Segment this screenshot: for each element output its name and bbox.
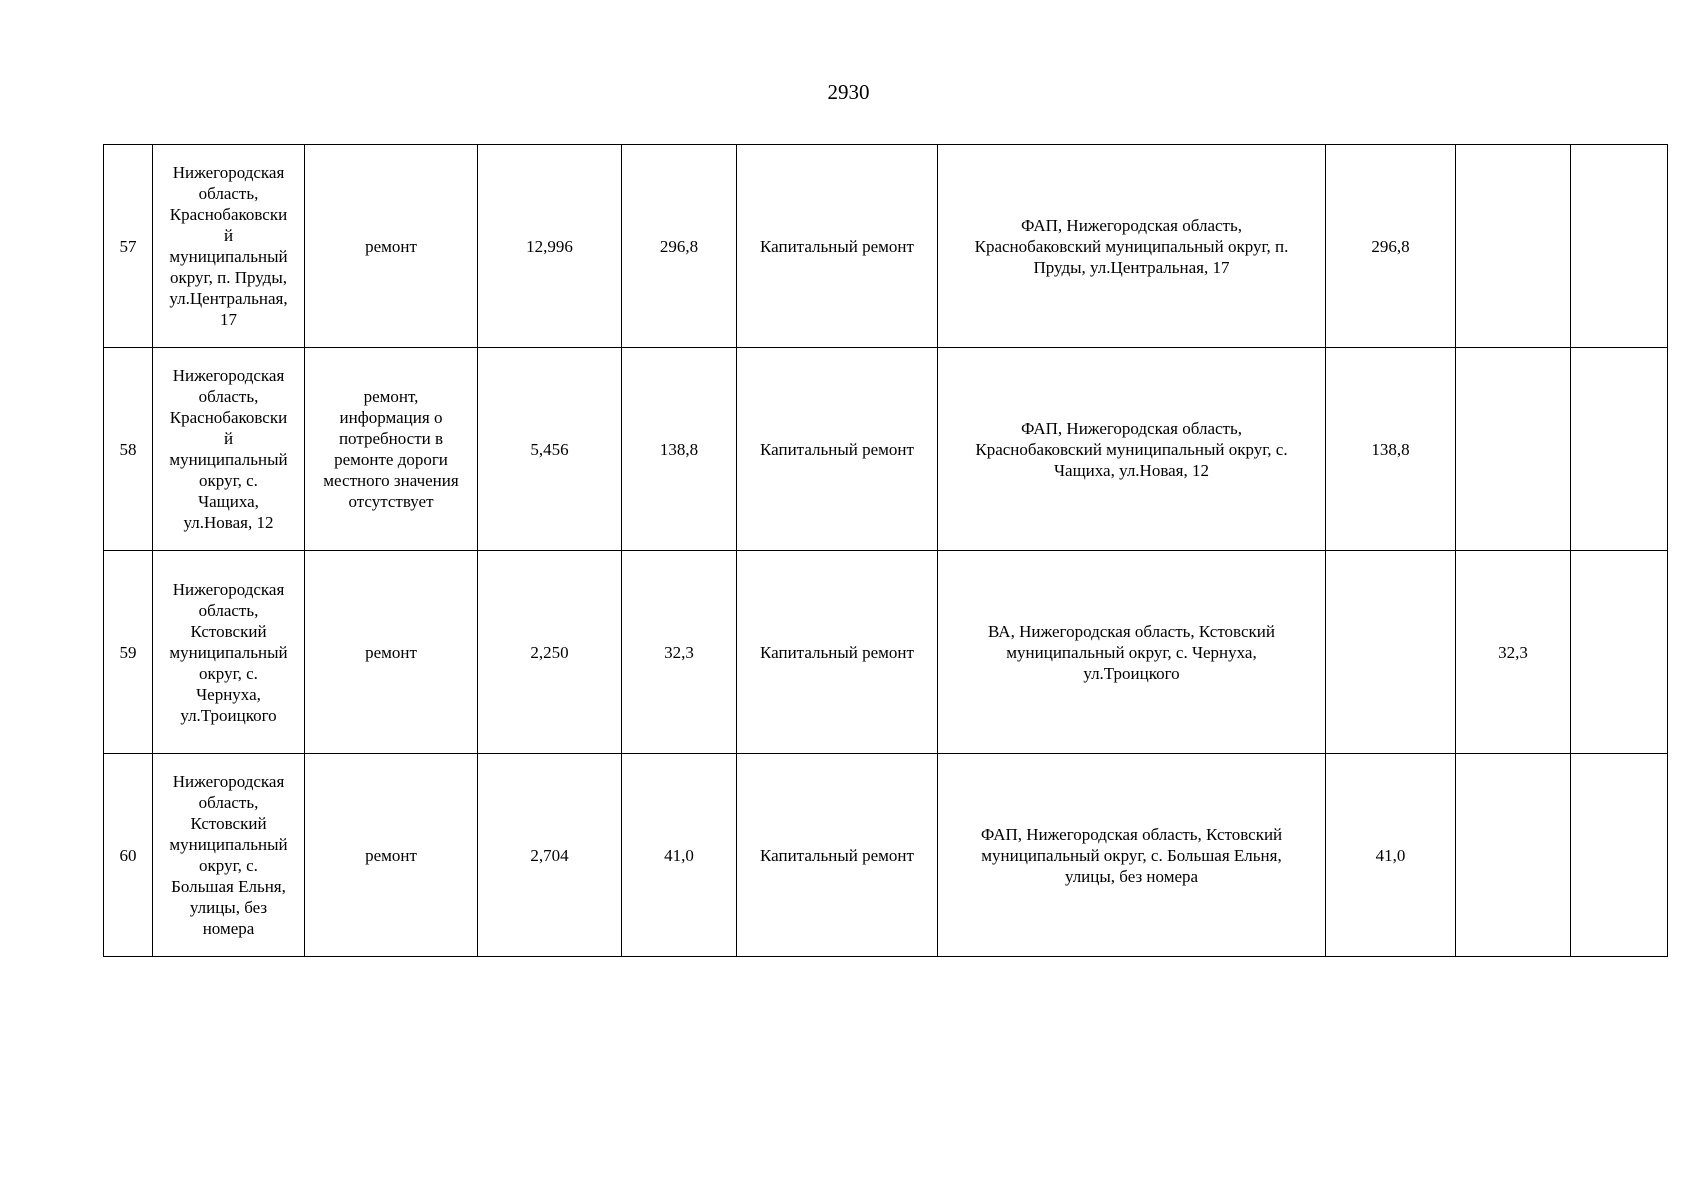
- location-cell-line: Нижегородская: [172, 772, 285, 791]
- object-address-cell-line: ФАП, Нижегородская область,: [1021, 215, 1242, 235]
- location-cell: [153, 551, 305, 754]
- location-cell-line: й: [223, 226, 234, 245]
- work-description-cell-line: ремонт: [365, 642, 417, 662]
- work-description-cell-line: ремонт,: [363, 387, 419, 406]
- area-cell: 32,3: [622, 551, 737, 754]
- location-cell-line: муниципальный: [169, 835, 288, 854]
- object-address-cell-line: ул.Троицкого: [1083, 663, 1180, 683]
- work-description-cell-line: информация о: [339, 408, 443, 427]
- location-cell-line: Краснобаковски: [169, 408, 288, 427]
- object-address-cell-line: Чащиха, ул.Новая, 12: [1053, 460, 1210, 480]
- work-description-cell-line: ремонт: [365, 236, 417, 256]
- table-row: [104, 348, 1668, 551]
- location-cell-line: область,: [198, 793, 259, 812]
- extra-cell: [1571, 348, 1668, 551]
- object-address-cell-line: муниципальный округ, с. Чернуха,: [1006, 642, 1257, 662]
- work-description-cell: [305, 754, 478, 957]
- value-cell: 5,456: [478, 348, 622, 551]
- object-address-cell-line: ФАП, Нижегородская область, Кстовский: [980, 824, 1283, 844]
- table-row: [104, 145, 1668, 348]
- extra-cell: [1571, 754, 1668, 957]
- repair-type-cell: Капитальный ремонт: [737, 551, 938, 754]
- object-address-cell: [938, 145, 1326, 348]
- location-cell: [153, 145, 305, 348]
- work-description-cell-line: ремонте дороги: [334, 450, 448, 469]
- object-address-cell: [938, 551, 1326, 754]
- area-cell: 296,8: [622, 145, 737, 348]
- extra-cell: [1571, 145, 1668, 348]
- work-description-cell-line: отсутствует: [348, 492, 434, 511]
- fap-area-cell: 41,0: [1326, 754, 1456, 957]
- area-cell: 138,8: [622, 348, 737, 551]
- work-description-cell: [305, 348, 478, 551]
- location-cell-line: Большая Ельня,: [171, 877, 286, 896]
- fap-area-cell: 138,8: [1326, 348, 1456, 551]
- work-description-cell-line: местного значения: [323, 471, 459, 490]
- work-description-cell: [305, 145, 478, 348]
- location-cell-line: й: [223, 429, 234, 448]
- location-cell-line: номера: [202, 919, 255, 938]
- object-address-cell: [938, 348, 1326, 551]
- value-cell: 12,996: [478, 145, 622, 348]
- page-number: 2930: [827, 80, 870, 104]
- location-cell-line: ул.Центральная,: [169, 289, 288, 308]
- extra-cell: [1571, 551, 1668, 754]
- object-address-cell-line: ВА, Нижегородская область, Кстовский: [988, 621, 1275, 641]
- object-address-cell-line: Пруды, ул.Центральная, 17: [1033, 257, 1230, 277]
- location-cell-line: улицы, без: [189, 898, 268, 917]
- location-cell-line: округ, с.: [199, 663, 258, 683]
- location-cell-line: область,: [198, 600, 259, 620]
- object-address-cell-line: ФАП, Нижегородская область,: [1021, 418, 1242, 438]
- table-body: [104, 145, 1668, 957]
- location-cell-line: Краснобаковски: [169, 205, 288, 224]
- va-area-cell: [1456, 754, 1571, 957]
- object-address-cell-line: Краснобаковский муниципальный округ, п.: [974, 236, 1289, 256]
- location-cell-line: Кстовский: [190, 814, 267, 833]
- work-description-cell-line: ремонт: [365, 845, 417, 865]
- row-number-cell: 57: [104, 145, 153, 348]
- location-cell-line: Кстовский: [190, 621, 267, 641]
- va-area-cell: [1456, 145, 1571, 348]
- location-cell-line: область,: [198, 184, 259, 203]
- location-cell-line: ул.Троицкого: [180, 705, 277, 725]
- repair-type-cell: Капитальный ремонт: [737, 754, 938, 957]
- location-cell-line: муниципальный: [169, 450, 288, 469]
- repair-type-cell: Капитальный ремонт: [737, 145, 938, 348]
- location-cell: [153, 348, 305, 551]
- object-address-cell-line: муниципальный округ, с. Большая Ельня,: [981, 845, 1282, 865]
- location-cell-line: округ, п. Пруды,: [170, 268, 287, 287]
- row-number-cell: 60: [104, 754, 153, 957]
- object-address-cell-line: Краснобаковский муниципальный округ, с.: [975, 439, 1288, 459]
- location-cell-line: Чернуха,: [196, 684, 261, 704]
- row-number-cell: 58: [104, 348, 153, 551]
- work-description-cell-line: потребности в: [338, 429, 444, 448]
- location-cell-line: Нижегородская: [172, 163, 285, 182]
- location-cell-line: Нижегородская: [172, 366, 285, 385]
- va-area-cell: 32,3: [1456, 551, 1571, 754]
- object-address-cell: [938, 754, 1326, 957]
- location-cell-line: Нижегородская: [172, 579, 285, 599]
- area-cell: 41,0: [622, 754, 737, 957]
- location-cell-line: ул.Новая, 12: [183, 513, 274, 532]
- location-cell-line: округ, с.: [199, 856, 258, 875]
- table-row: [104, 754, 1668, 957]
- table-row: [104, 551, 1668, 754]
- value-cell: 2,704: [478, 754, 622, 957]
- data-table: [103, 144, 1668, 957]
- fap-area-cell: 296,8: [1326, 145, 1456, 348]
- location-cell-line: 17: [220, 310, 237, 329]
- location-cell-line: округ, с.: [199, 471, 258, 490]
- work-description-cell: [305, 551, 478, 754]
- location-cell-line: муниципальный: [169, 247, 288, 266]
- row-number-cell: 59: [104, 551, 153, 754]
- value-cell: 2,250: [478, 551, 622, 754]
- object-address-cell-line: улицы, без номера: [1064, 866, 1199, 886]
- location-cell-line: область,: [198, 387, 259, 406]
- location-cell-line: Чащиха,: [198, 492, 259, 511]
- location-cell: [153, 754, 305, 957]
- va-area-cell: [1456, 348, 1571, 551]
- repair-type-cell: Капитальный ремонт: [737, 348, 938, 551]
- fap-area-cell: [1326, 551, 1456, 754]
- location-cell-line: муниципальный: [169, 642, 288, 662]
